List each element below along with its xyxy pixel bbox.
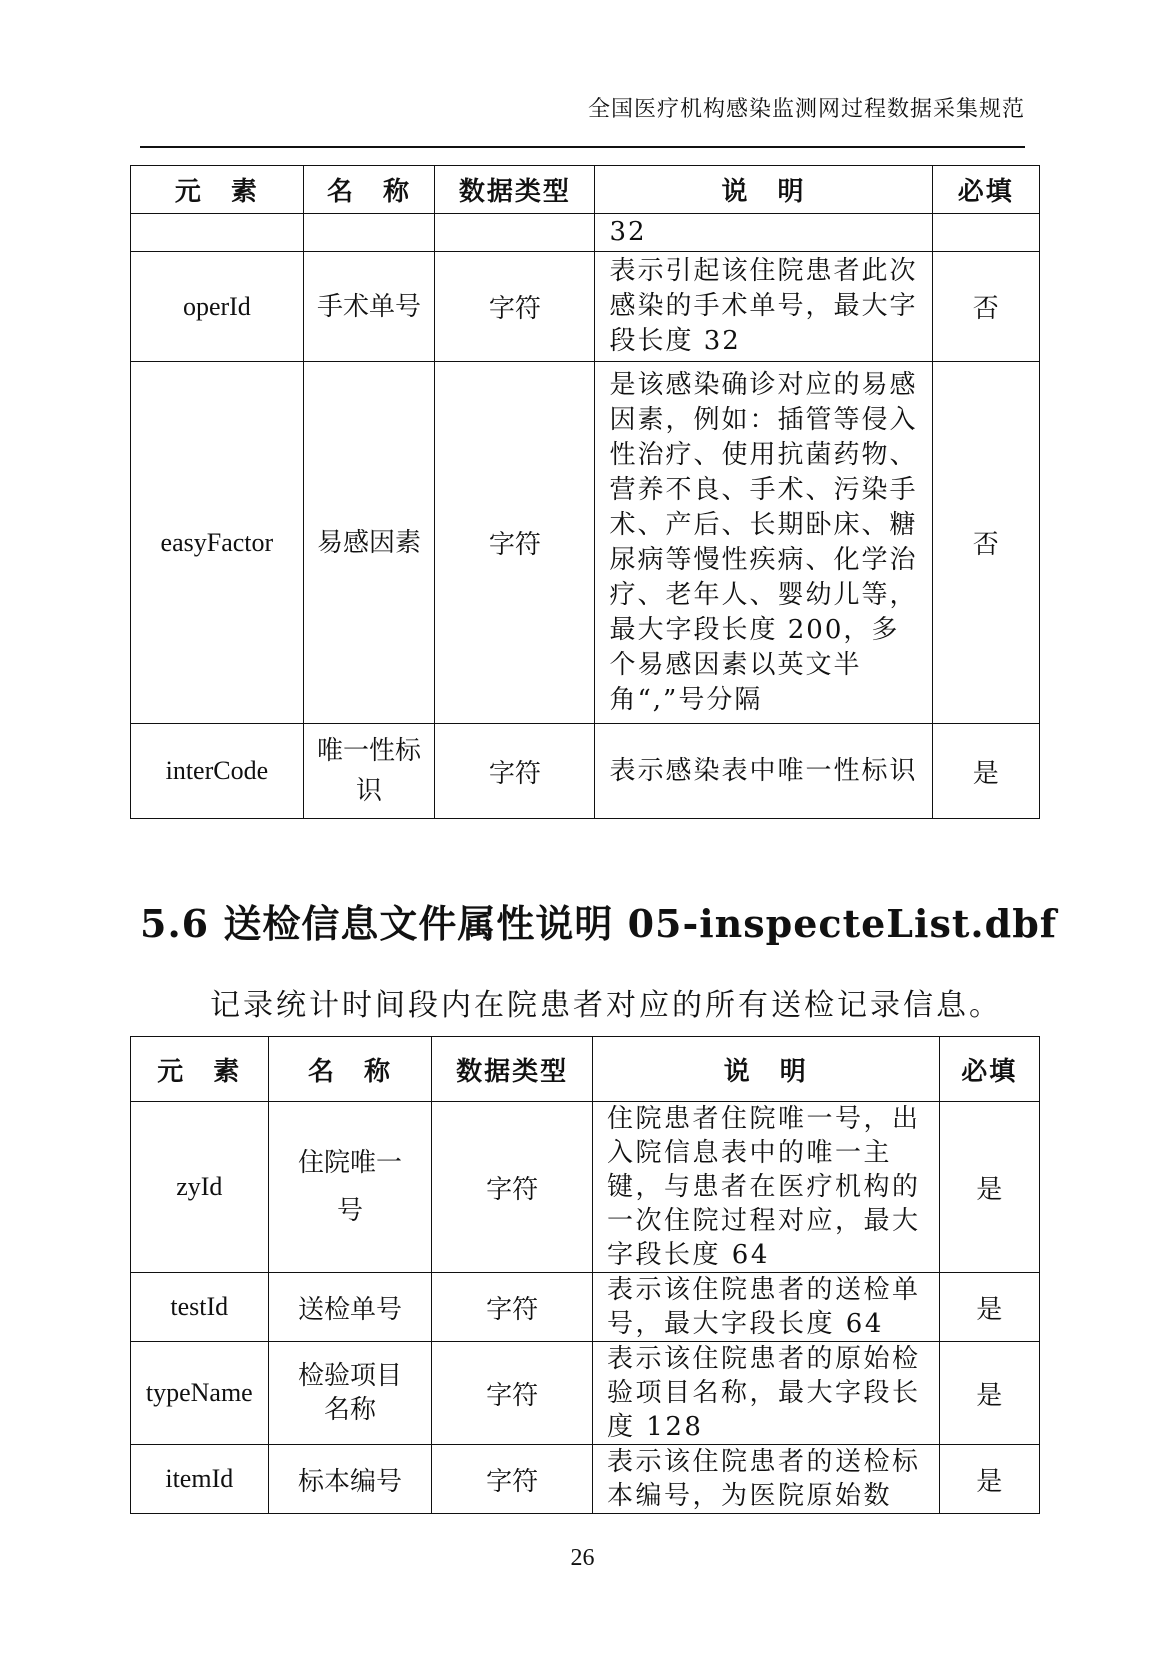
- cell-name: [303, 214, 435, 252]
- document-header-title: 全国医疗机构感染监测网过程数据采集规范: [587, 97, 1025, 122]
- cell-type: 字符: [435, 252, 595, 362]
- section-intro-paragraph: 记录统计时间段内在院患者对应的所有送检记录信息。: [210, 988, 1002, 1023]
- cell-element: operId: [131, 252, 304, 362]
- column-header-type: 数据类型: [432, 1037, 593, 1102]
- column-header-description: 说 明: [593, 1037, 940, 1102]
- cell-name: 标本编号: [268, 1445, 432, 1514]
- column-header-description: 说 明: [595, 166, 932, 214]
- column-header-name: 名 称: [268, 1037, 432, 1102]
- cell-element: interCode: [131, 724, 304, 819]
- cell-type: 字符: [432, 1102, 593, 1273]
- cell-type: 字符: [432, 1445, 593, 1514]
- cell-element: [131, 214, 304, 252]
- cell-name: 易感因素: [303, 362, 435, 724]
- cell-name: 手术单号: [303, 252, 435, 362]
- cell-description: 表示该住院患者的送检标本编号，为医院原始数: [593, 1445, 940, 1514]
- cell-type: [435, 214, 595, 252]
- cell-description: 是该感染确诊对应的易感因素，例如：插管等侵入性治疗、使用抗菌药物、营养不良、手术、污染手术、产后、长期卧床、糖尿病等慢性疾病、化学治疗、老年人、婴幼儿等，最大字段长度 200，多个易感因素以英文半角“,”号分隔: [595, 362, 932, 724]
- cell-name: 送检单号: [268, 1273, 432, 1342]
- cell-name: 检验项目名称: [268, 1342, 432, 1445]
- column-header-name: 名 称: [303, 166, 435, 214]
- cell-description: 表示引起该住院患者此次感染的手术单号，最大字段长度 32: [595, 252, 932, 362]
- cell-required: 是: [932, 724, 1039, 819]
- cell-type: 字符: [435, 362, 595, 724]
- cell-element: easyFactor: [131, 362, 304, 724]
- cell-name: 住院唯一号: [268, 1102, 432, 1273]
- cell-required: [932, 214, 1039, 252]
- cell-element: testId: [131, 1273, 269, 1342]
- cell-required: 是: [939, 1342, 1039, 1445]
- table-row: [131, 214, 1040, 252]
- cell-required: 是: [939, 1102, 1039, 1273]
- table-header-row: [131, 166, 1040, 214]
- cell-description: 表示感染表中唯一性标识: [595, 724, 932, 819]
- cell-type: 字符: [432, 1342, 593, 1445]
- column-header-required: 必填: [939, 1037, 1039, 1102]
- table-row: [131, 1102, 1040, 1273]
- column-header-required: 必填: [932, 166, 1039, 214]
- attribute-table-infection: [130, 165, 1040, 819]
- table-row: [131, 724, 1040, 819]
- cell-description: 表示该住院患者的原始检验项目名称，最大字段长度 128: [593, 1342, 940, 1445]
- column-header-type: 数据类型: [435, 166, 595, 214]
- table-header-row: [131, 1037, 1040, 1102]
- table-row: [131, 1273, 1040, 1342]
- table-row: [131, 252, 1040, 362]
- page-number: 26: [570, 1545, 595, 1571]
- table-row: [131, 362, 1040, 724]
- column-header-element: 元 素: [131, 166, 304, 214]
- cell-type: 字符: [432, 1273, 593, 1342]
- cell-description: 住院患者住院唯一号，出入院信息表中的唯一主键，与患者在医疗机构的一次住院过程对应，最大字段长度 64: [593, 1102, 940, 1273]
- section-heading: 5.6 送检信息文件属性说明 05-inspecteList.dbf: [140, 901, 1058, 946]
- cell-description: 表示该住院患者的送检单号，最大字段长度 64: [593, 1273, 940, 1342]
- cell-required: 是: [939, 1445, 1039, 1514]
- column-header-element: 元 素: [131, 1037, 269, 1102]
- attribute-table-inspection: [130, 1036, 1040, 1514]
- cell-type: 字符: [435, 724, 595, 819]
- cell-required: 否: [932, 252, 1039, 362]
- cell-element: zyId: [131, 1102, 269, 1273]
- cell-element: typeName: [131, 1342, 269, 1445]
- cell-name: 唯一性标识: [303, 724, 435, 819]
- cell-description: 32: [595, 214, 932, 252]
- cell-element: itemId: [131, 1445, 269, 1514]
- table-row: [131, 1445, 1040, 1514]
- cell-required: 是: [939, 1273, 1039, 1342]
- table-row: [131, 1342, 1040, 1445]
- cell-required: 否: [932, 362, 1039, 724]
- header-divider: [140, 146, 1025, 148]
